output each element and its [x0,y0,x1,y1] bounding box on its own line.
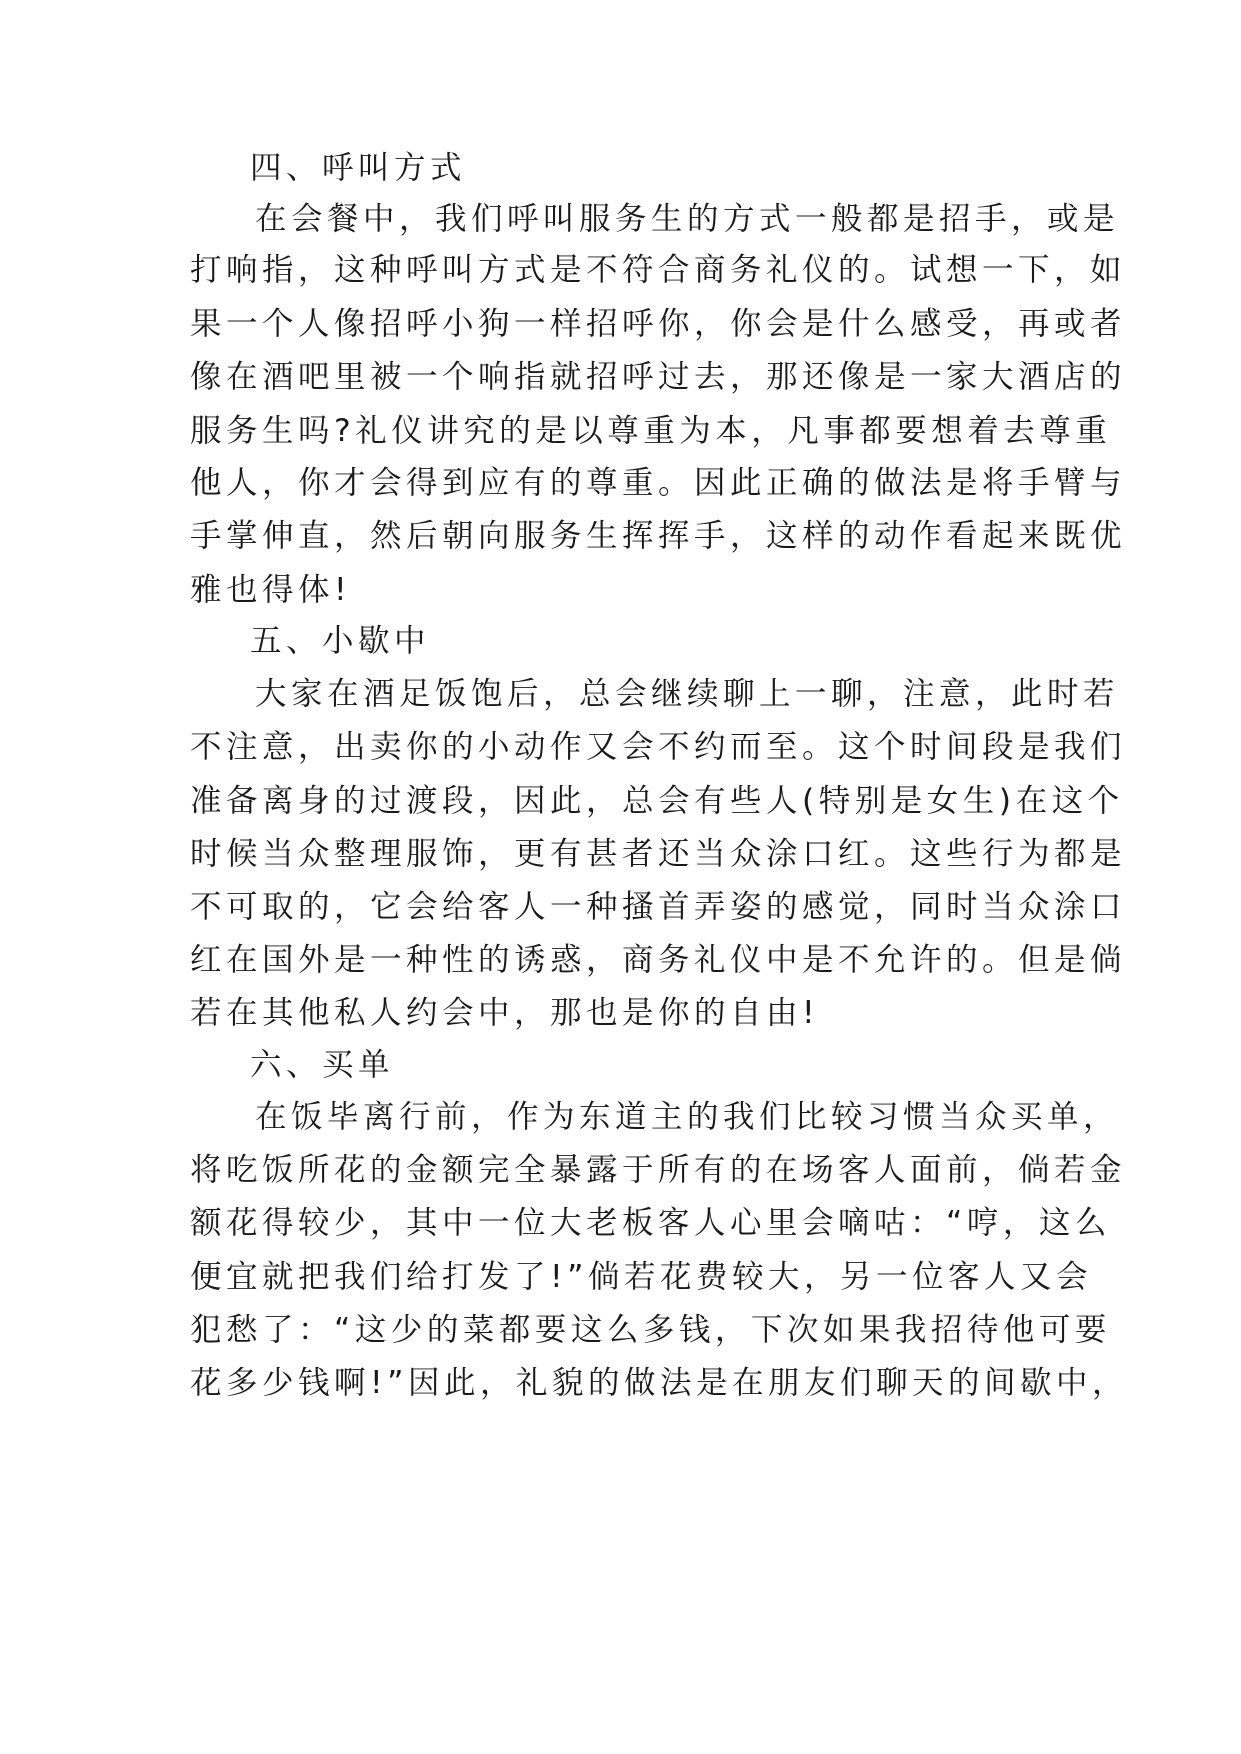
paragraph-line: 便宜就把我们给打发了!”倘若花费较大，另一位客人又会 [190,1259,1092,1295]
section-heading-5: 五、小歇中 [250,623,431,659]
paragraph-line: 他人，你才会得到应有的尊重。因此正确的做法是将手臂与 [190,465,1127,501]
paragraph-line: 将吃饭所花的金额完全暴露于所有的在场客人面前，倘若金 [190,1152,1127,1188]
paragraph-line: 花多少钱啊!”因此，礼貌的做法是在朋友们聊天的间歇中， [190,1365,1128,1401]
paragraph-line: 在饭毕离行前，作为东道主的我们比较习惯当众买单， [255,1099,1120,1135]
section-heading-4: 四、呼叫方式 [250,150,467,186]
paragraph-line: 打响指，这种呼叫方式是不符合商务礼仪的。试想一下，如 [190,252,1127,288]
paragraph-line: 服务生吗?礼仪讲究的是以尊重为本，凡事都要想着去尊重 [190,413,1112,449]
paragraph-line: 在会餐中，我们呼叫服务生的方式一般都是招手，或是 [255,201,1120,237]
paragraph-line: 额花得较少，其中一位大老板客人心里会嘀咕：“哼，这么 [190,1205,1111,1241]
paragraph-line: 准备离身的过渡段，因此，总会有些人(特别是女生)在这个 [190,783,1124,819]
paragraph-line: 果一个人像招呼小狗一样招呼你，你会是什么感受，再或者 [190,306,1127,342]
paragraph-line: 大家在酒足饭饱后，总会继续聊上一聊，注意，此时若 [255,676,1120,712]
section-heading-6: 六、买单 [250,1047,395,1083]
paragraph-line: 雅也得体! [190,572,352,608]
paragraph-line: 红在国外是一种性的诱惑，商务礼仪中是不允许的。但是倘 [190,942,1127,978]
paragraph-line: 若在其他私人约会中，那也是你的自由! [190,995,820,1031]
paragraph-line: 犯愁了：“这少的菜都要这么多钱，下次如果我招待他可要 [190,1312,1111,1348]
paragraph-line: 像在酒吧里被一个响指就招呼过去，那还像是一家大酒店的 [190,359,1127,395]
paragraph-line: 不注意，出卖你的小动作又会不约而至。这个时间段是我们 [190,729,1127,765]
paragraph-line: 手掌伸直，然后朝向服务生挥挥手，这样的动作看起来既优 [190,518,1127,554]
paragraph-line: 不可取的，它会给客人一种搔首弄姿的感觉，同时当众涂口 [190,889,1127,925]
paragraph-line: 时候当众整理服饰，更有甚者还当众涂口红。这些行为都是 [190,836,1127,872]
